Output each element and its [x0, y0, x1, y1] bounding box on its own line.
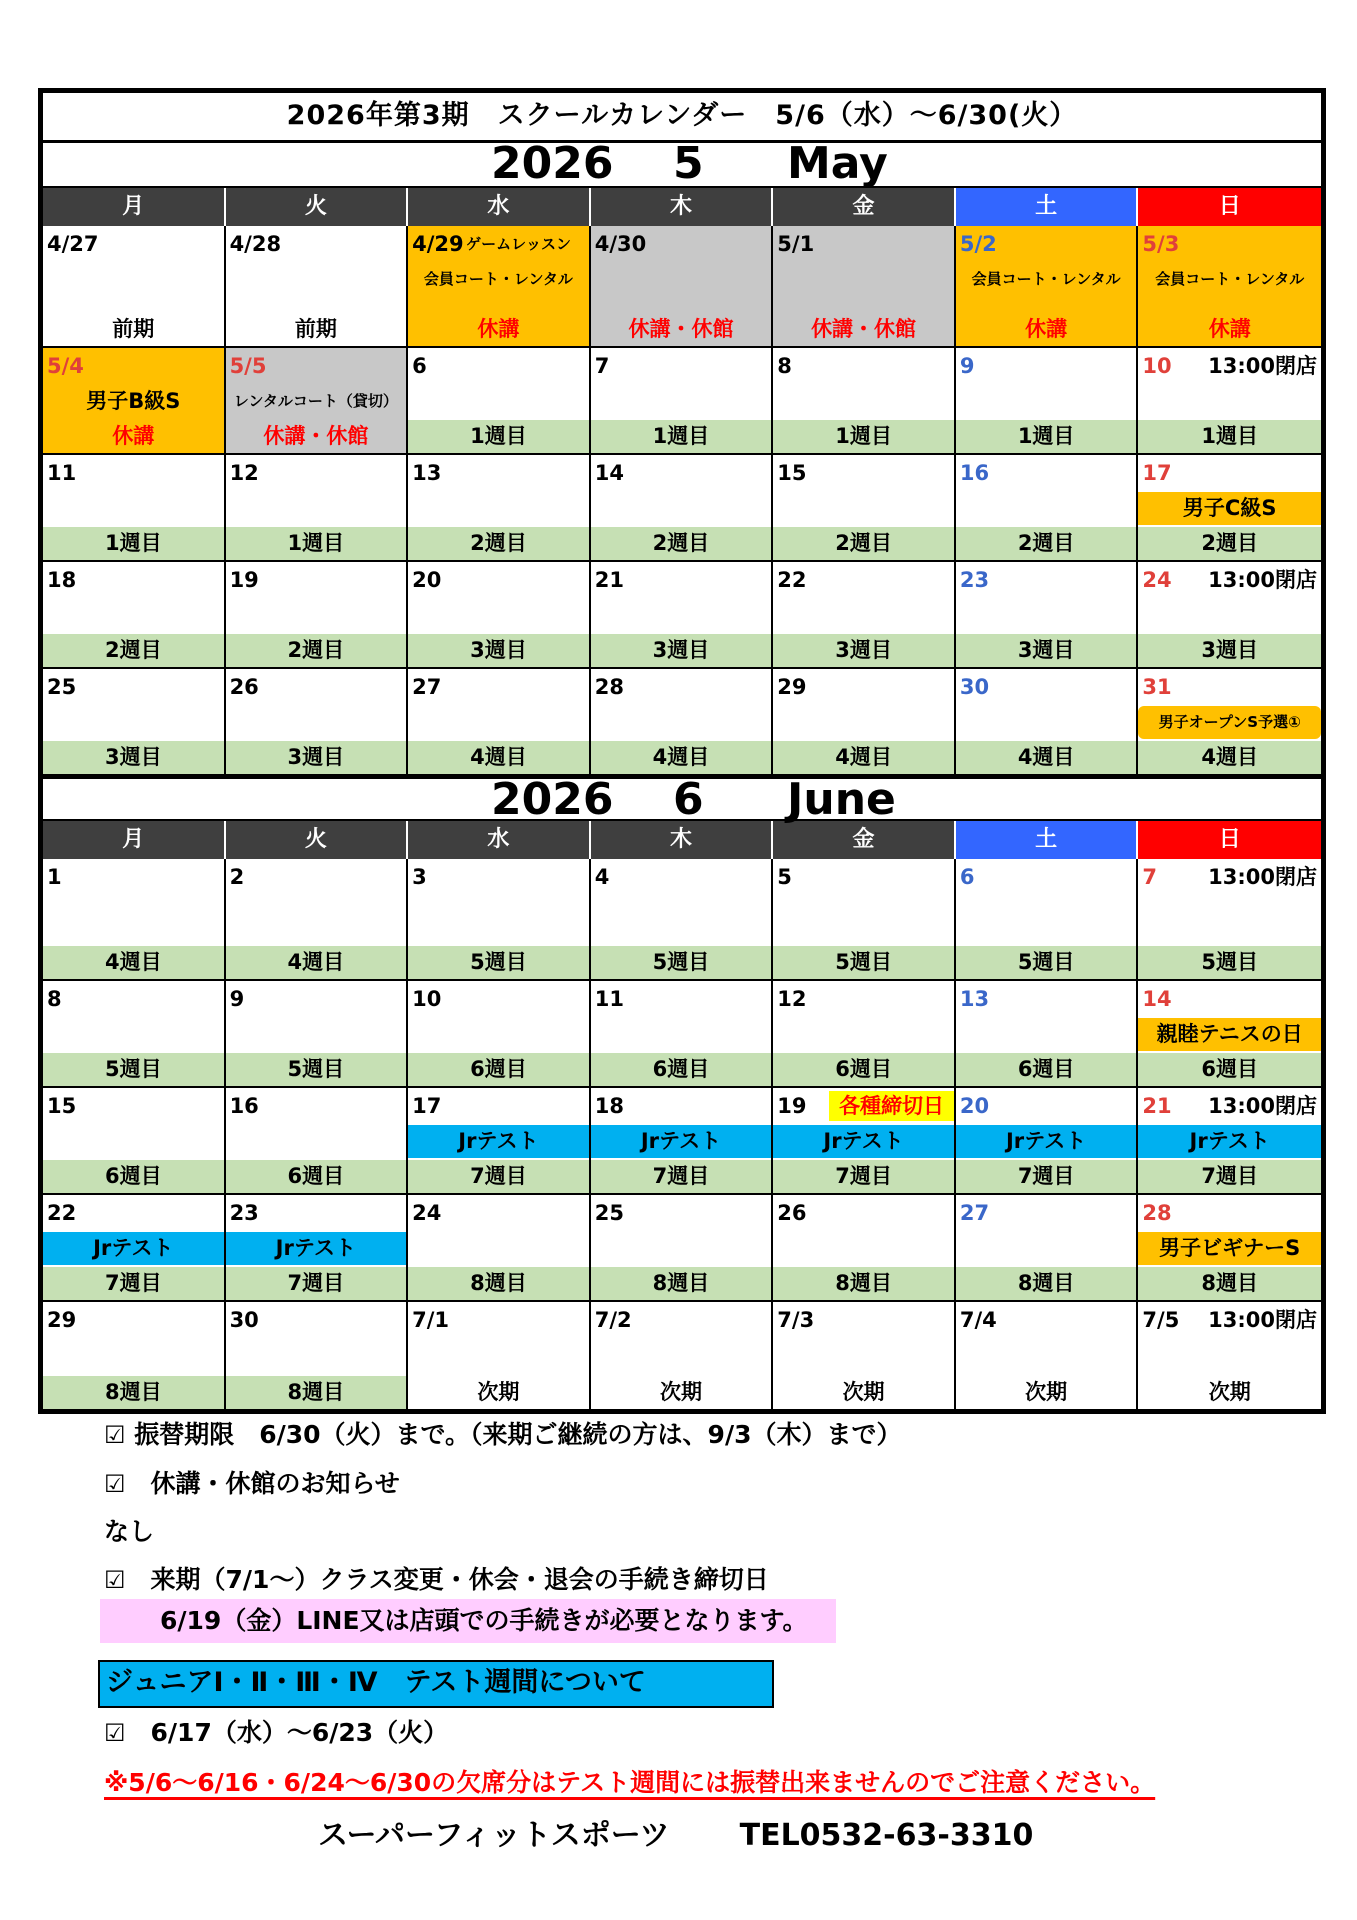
day-cell — [1138, 226, 1321, 348]
day-cell — [956, 981, 1139, 1088]
week-label: 6週目 — [591, 1053, 772, 1086]
week-label: 4週目 — [956, 741, 1137, 774]
day-cell — [226, 1302, 409, 1409]
day-cell — [226, 981, 409, 1088]
day-number: 15 — [47, 1094, 77, 1118]
day-cell — [591, 226, 774, 348]
day-cell — [956, 669, 1139, 776]
closing-note: 13:00閉店 — [1208, 1308, 1317, 1332]
day-number: 18 — [594, 1094, 624, 1118]
week-label: 6週目 — [1138, 1053, 1321, 1086]
status-label: 次期 — [1208, 1380, 1251, 1404]
week-label: 1週目 — [591, 420, 772, 453]
week-label: 3週目 — [226, 741, 407, 774]
day-number: 22 — [777, 568, 807, 592]
day-cell — [773, 1195, 956, 1302]
status-label: 休講・休館 — [811, 317, 917, 341]
day-number: 30 — [959, 675, 990, 699]
footer — [318, 1810, 1033, 1854]
week-label: 5週目 — [408, 946, 589, 979]
week-label: 5週目 — [1138, 946, 1321, 979]
day-number: 29 — [47, 1308, 77, 1332]
month-year: 2026 — [491, 138, 614, 189]
month-grid — [43, 226, 1321, 776]
day-number: 9 — [959, 354, 975, 378]
day-number: 12 — [777, 987, 807, 1011]
day-cell — [773, 562, 956, 669]
week-label: 8週目 — [773, 1267, 954, 1300]
week-label: 5週目 — [591, 946, 772, 979]
day-number: 7 — [1142, 865, 1158, 889]
weekday-6: 日 — [1138, 188, 1321, 226]
week-label: 4週目 — [43, 946, 224, 979]
check-icon: ☑ — [104, 1719, 126, 1747]
status-label: 前期 — [294, 317, 337, 341]
junior-test-heading: ジュニアⅠ・Ⅱ・Ⅲ・Ⅳ テスト週間について — [98, 1660, 774, 1708]
day-cell — [43, 1302, 226, 1409]
closure-notice-text: 休講・休館のお知らせ — [150, 1469, 400, 1498]
day-number: 28 — [594, 675, 624, 699]
week-label: 7週目 — [773, 1160, 954, 1193]
day-cell — [773, 348, 956, 455]
day-cell — [408, 669, 591, 776]
day-number: 5/4 — [47, 354, 84, 378]
day-cell — [226, 1088, 409, 1195]
day-cell — [591, 455, 774, 562]
day-number: 9 — [229, 987, 245, 1011]
day-number: 22 — [47, 1201, 77, 1225]
day-cell — [956, 226, 1139, 348]
event-bar: Jrテスト — [226, 1232, 407, 1265]
day-number: 19 — [229, 568, 259, 592]
day-number: 7/5 — [1142, 1308, 1180, 1332]
weekday-2: 水 — [408, 821, 591, 859]
day-cell — [773, 669, 956, 776]
day-cell — [1138, 562, 1321, 669]
months-container — [43, 138, 1321, 1409]
day-cell — [226, 348, 409, 455]
day-number: 5/1 — [777, 232, 815, 256]
month-number: 6 — [673, 774, 704, 825]
day-cell — [591, 1088, 774, 1195]
day-cell — [956, 1088, 1139, 1195]
day-cell — [408, 455, 591, 562]
status-label: 休講 — [1208, 317, 1251, 341]
check-icon: ☑ — [104, 1421, 126, 1449]
day-cell — [226, 859, 409, 981]
event-bar: 男子ビギナーS — [1138, 1232, 1321, 1265]
day-cell — [408, 562, 591, 669]
weekday-1: 火 — [226, 821, 409, 859]
week-label: 7週目 — [591, 1160, 772, 1193]
status-label: 休講 — [477, 317, 520, 341]
month-grid — [43, 859, 1321, 1409]
day-number: 10 — [1142, 354, 1172, 378]
day-cell — [1138, 981, 1321, 1088]
day-cell — [591, 981, 774, 1088]
day-cell — [43, 981, 226, 1088]
day-number: 8 — [777, 354, 792, 378]
day-number: 20 — [959, 1094, 990, 1118]
day-cell — [956, 348, 1139, 455]
day-cell — [956, 455, 1139, 562]
week-label: 7週目 — [226, 1267, 407, 1300]
day-number: 29 — [777, 675, 807, 699]
weekday-4: 金 — [773, 188, 956, 226]
day-cell — [956, 562, 1139, 669]
weekday-header — [43, 821, 1321, 859]
day-number: 23 — [959, 568, 990, 592]
day-number: 4/28 — [229, 232, 282, 256]
status-label: 休講 — [112, 424, 155, 448]
closing-note: 13:00閉店 — [1208, 568, 1317, 592]
event-label: ゲームレッスン — [466, 235, 571, 253]
closing-note: 13:00閉店 — [1208, 1094, 1317, 1118]
check-icon: ☑ — [104, 1566, 126, 1594]
week-label: 1週目 — [408, 420, 589, 453]
day-cell — [43, 455, 226, 562]
week-label: 7週目 — [956, 1160, 1137, 1193]
junior-test-period-text: 6/17（水）～6/23（火） — [150, 1718, 449, 1747]
day-number: 21 — [1142, 1094, 1172, 1118]
day-cell — [591, 859, 774, 981]
day-number: 11 — [47, 461, 77, 485]
day-number: 1 — [47, 865, 62, 889]
week-label: 8週目 — [591, 1267, 772, 1300]
event-bar: 会員コート・レンタル — [423, 270, 573, 288]
week-label: 4週目 — [226, 946, 407, 979]
day-number: 7/3 — [777, 1308, 815, 1332]
week-label: 6週目 — [226, 1160, 407, 1193]
day-number: 17 — [1142, 461, 1172, 485]
event-bar: 男子C級S — [1138, 492, 1321, 525]
day-cell — [408, 1302, 591, 1409]
day-cell — [43, 1195, 226, 1302]
weekday-0: 月 — [43, 188, 226, 226]
day-number: 30 — [229, 1308, 259, 1332]
closure-none: なし — [104, 1517, 155, 1546]
day-number: 14 — [594, 461, 624, 485]
month-year: 2026 — [491, 774, 614, 825]
day-number: 14 — [1142, 987, 1172, 1011]
procedure-note: 6/19（金）LINE又は店頭での手続きが必要となります。 — [160, 1606, 808, 1635]
month-header — [43, 774, 1321, 825]
week-label: 1週目 — [43, 527, 224, 560]
event-bar: レンタルコート（貸切） — [233, 392, 398, 410]
day-cell — [1138, 1302, 1321, 1409]
makeup-deadline — [104, 1418, 901, 1452]
day-cell — [773, 455, 956, 562]
day-cell — [43, 348, 226, 455]
event-bar: Jrテスト — [591, 1125, 772, 1158]
week-label: 3週目 — [408, 634, 589, 667]
week-label: 7週目 — [408, 1160, 589, 1193]
day-cell — [226, 455, 409, 562]
check-icon: ☑ — [104, 1470, 126, 1498]
week-label: 6週目 — [43, 1160, 224, 1193]
status-label: 前期 — [112, 317, 155, 341]
status-label: 次期 — [1025, 1380, 1068, 1404]
week-label: 4週目 — [773, 741, 954, 774]
week-label: 8週目 — [408, 1267, 589, 1300]
day-number: 18 — [47, 568, 77, 592]
week-label: 6週目 — [956, 1053, 1137, 1086]
day-cell — [43, 669, 226, 776]
week-label: 2週目 — [226, 634, 407, 667]
week-label: 4週目 — [408, 741, 589, 774]
day-cell — [1138, 859, 1321, 981]
weekday-4: 金 — [773, 821, 956, 859]
deadline-tag: 各種締切日 — [829, 1091, 954, 1121]
day-cell — [773, 859, 956, 981]
day-number: 25 — [594, 1201, 624, 1225]
weekday-1: 火 — [226, 188, 409, 226]
event-bar: Jrテスト — [43, 1232, 224, 1265]
day-cell — [591, 669, 774, 776]
status-label: 休講 — [1025, 317, 1068, 341]
event-bar: 会員コート・レンタル — [1155, 270, 1305, 288]
week-label: 3週目 — [43, 741, 224, 774]
day-cell — [43, 859, 226, 981]
event-bar: Jrテスト — [773, 1125, 954, 1158]
day-cell — [408, 859, 591, 981]
day-number: 21 — [594, 568, 624, 592]
day-cell — [773, 1302, 956, 1409]
event-bar: 男子オープンS予選① — [1138, 706, 1321, 739]
day-cell — [1138, 1195, 1321, 1302]
week-label: 1週目 — [956, 420, 1137, 453]
week-label: 5週目 — [43, 1053, 224, 1086]
week-label: 5週目 — [956, 946, 1137, 979]
day-cell — [408, 226, 591, 348]
week-label: 8週目 — [956, 1267, 1137, 1300]
week-label: 3週目 — [1138, 634, 1321, 667]
makeup-deadline-text: 振替期限 6/30（火）まで。（来期ご継続の方は、9/3（木）まで） — [134, 1420, 902, 1449]
day-cell — [591, 1302, 774, 1409]
day-number: 12 — [229, 461, 259, 485]
day-number: 2 — [229, 865, 245, 889]
junior-test-period — [104, 1716, 448, 1750]
day-number: 7 — [594, 354, 610, 378]
day-cell — [956, 859, 1139, 981]
day-number: 8 — [47, 987, 62, 1011]
weekday-2: 水 — [408, 188, 591, 226]
next-term-deadline-text: 来期（7/1～）クラス変更・休会・退会の手続き締切日 — [150, 1565, 769, 1594]
day-cell — [1138, 1088, 1321, 1195]
day-number: 6 — [959, 865, 975, 889]
week-label: 5週目 — [226, 1053, 407, 1086]
day-number: 3 — [412, 865, 427, 889]
day-number: 23 — [229, 1201, 259, 1225]
day-cell — [1138, 348, 1321, 455]
weekday-6: 日 — [1138, 821, 1321, 859]
day-number: 17 — [412, 1094, 442, 1118]
day-cell — [773, 981, 956, 1088]
day-cell — [408, 348, 591, 455]
week-label: 7週目 — [1138, 1160, 1321, 1193]
phone-number: TEL0532-63-3310 — [739, 1818, 1034, 1853]
day-number: 13 — [959, 987, 990, 1011]
day-number: 7/2 — [594, 1308, 632, 1332]
day-cell — [408, 1195, 591, 1302]
week-label: 8週目 — [1138, 1267, 1321, 1300]
day-number: 4 — [594, 865, 610, 889]
month-name: May — [787, 138, 888, 189]
day-number: 27 — [959, 1201, 990, 1225]
week-label: 7週目 — [43, 1267, 224, 1300]
week-label: 1週目 — [226, 527, 407, 560]
day-number: 28 — [1142, 1201, 1172, 1225]
week-label: 2週目 — [43, 634, 224, 667]
day-cell — [43, 1088, 226, 1195]
day-number: 13 — [412, 461, 442, 485]
day-number: 16 — [229, 1094, 259, 1118]
week-label: 8週目 — [226, 1376, 407, 1409]
month-header — [43, 138, 1321, 189]
day-number: 16 — [959, 461, 990, 485]
weekday-header — [43, 188, 1321, 226]
day-cell — [591, 562, 774, 669]
day-cell — [408, 1088, 591, 1195]
day-number: 5/5 — [229, 354, 267, 378]
event-bar: Jrテスト — [1138, 1125, 1321, 1158]
day-cell — [591, 1195, 774, 1302]
day-number: 10 — [412, 987, 442, 1011]
status-label: 次期 — [477, 1380, 520, 1404]
school-calendar — [38, 88, 1326, 1414]
day-number: 7/4 — [959, 1308, 997, 1332]
weekday-3: 木 — [591, 188, 774, 226]
day-cell — [956, 1302, 1139, 1409]
day-number: 26 — [229, 675, 259, 699]
shop-name: スーパーフィットスポーツ — [318, 1818, 670, 1853]
day-number: 24 — [1142, 568, 1172, 592]
day-number: 4/29 — [412, 232, 464, 256]
status-label: 休講・休館 — [263, 424, 369, 448]
week-label: 5週目 — [773, 946, 954, 979]
day-cell — [226, 562, 409, 669]
event-bar: Jrテスト — [408, 1125, 589, 1158]
week-label: 6週目 — [408, 1053, 589, 1086]
day-cell — [408, 981, 591, 1088]
day-cell — [226, 1195, 409, 1302]
week-label: 1週目 — [1138, 420, 1321, 453]
event-bar: 会員コート・レンタル — [971, 270, 1121, 288]
week-label: 1週目 — [773, 420, 954, 453]
day-number: 19 — [777, 1094, 807, 1118]
status-label: 休講・休館 — [628, 317, 734, 341]
week-label: 6週目 — [773, 1053, 954, 1086]
day-number: 31 — [1142, 675, 1172, 699]
month-number: 5 — [673, 138, 704, 189]
event-bar: Jrテスト — [956, 1125, 1137, 1158]
week-label: 4週目 — [591, 741, 772, 774]
week-label: 3週目 — [956, 634, 1137, 667]
day-number: 11 — [594, 987, 624, 1011]
day-cell — [773, 1088, 956, 1195]
closing-note: 13:00閉店 — [1208, 354, 1317, 378]
event-bar: 親睦テニスの日 — [1138, 1018, 1321, 1051]
day-number: 6 — [412, 354, 427, 378]
day-cell — [1138, 669, 1321, 776]
weekday-3: 木 — [591, 821, 774, 859]
day-number: 26 — [777, 1201, 807, 1225]
closure-notice-heading — [104, 1467, 400, 1501]
week-label: 4週目 — [1138, 741, 1321, 774]
day-number: 5 — [777, 865, 792, 889]
weekday-5: 土 — [956, 821, 1139, 859]
day-number: 20 — [412, 568, 442, 592]
week-label: 2週目 — [773, 527, 954, 560]
day-cell — [1138, 455, 1321, 562]
day-cell — [956, 1195, 1139, 1302]
month-name: June — [787, 774, 896, 825]
week-label: 2週目 — [408, 527, 589, 560]
status-label: 次期 — [842, 1380, 885, 1404]
makeup-warning: ※5/6～6/16・6/24～6/30の欠席分はテスト週間には振替出来ませんのでご注意ください。 — [104, 1768, 1156, 1797]
day-number: 7/1 — [412, 1308, 450, 1332]
closing-note: 13:00閉店 — [1208, 865, 1317, 889]
week-label: 2週目 — [956, 527, 1137, 560]
day-number: 5/2 — [959, 232, 997, 256]
week-label: 3週目 — [773, 634, 954, 667]
day-number: 4/27 — [47, 232, 99, 256]
day-number: 25 — [47, 675, 77, 699]
weekday-5: 土 — [956, 188, 1139, 226]
weekday-0: 月 — [43, 821, 226, 859]
day-number: 5/3 — [1142, 232, 1180, 256]
day-cell — [226, 226, 409, 348]
day-cell — [226, 669, 409, 776]
week-label: 2週目 — [591, 527, 772, 560]
week-label: 3週目 — [591, 634, 772, 667]
day-number: 4/30 — [594, 232, 647, 256]
day-number: 27 — [412, 675, 442, 699]
week-label: 8週目 — [43, 1376, 224, 1409]
calendar-title: 2026年第3期 スクールカレンダー 5/6（水）～6/30(火） — [43, 93, 1321, 143]
status-label: 次期 — [659, 1380, 702, 1404]
day-cell — [591, 348, 774, 455]
event-bar: 男子B級S — [86, 389, 181, 413]
week-label: 2週目 — [1138, 527, 1321, 560]
day-cell — [773, 226, 956, 348]
day-cell — [43, 226, 226, 348]
day-number: 24 — [412, 1201, 442, 1225]
day-number: 15 — [777, 461, 807, 485]
day-cell — [43, 562, 226, 669]
next-term-deadline — [104, 1563, 769, 1597]
